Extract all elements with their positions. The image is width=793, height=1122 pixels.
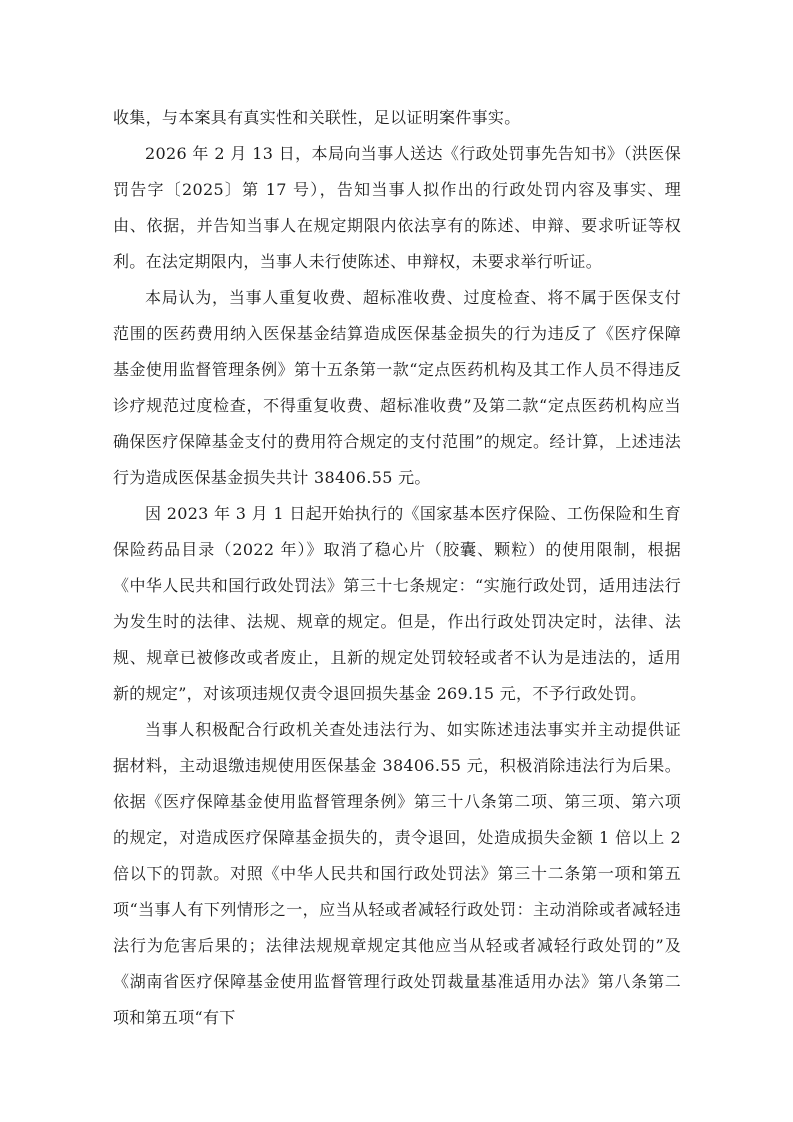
paragraph: 当事人积极配合行政机关查处违法行为、如实陈述违法事实并主动提供证据材料，主动退缴违规使用医保基金 38406.55 元，积极消除违法行为后果。依据《医疗保障基金使用监督管理条例》第三十八条第二项、第三项、第六项的规定，对造成医疗保障基金损失的，责令退回，处造成损失金额 1 倍以上 2 倍以下的罚款。对照《中华人民共和国行政处罚法》第三十二条第一项和第五项“当事人有下列情形之一，应当从轻或者减轻行政处罚：主动消除或者减轻违法行为危害后果的；法律法规规章规定其他应当从轻或者减轻行政处罚的”及《湖南省医疗保障基金使用监督管理行政处罚裁量基准适用办法》第八条第二项和第五项“有下 xyxy=(113,720,681,1027)
document-body xyxy=(113,100,681,1036)
paragraph: 因 2023 年 3 月 1 日起开始执行的《国家基本医疗保险、工伤保险和生育保险药品目录（2022 年）》取消了稳心片（胶囊、颗粒）的使用限制，根据《中华人民共和国行政处罚法》第三十七条规定：“实施行政处罚，适用违法行为发生时的法律、法规、规章的规定。但是，作出行政处罚决定时，法律、法规、规章已被修改或者废止，且新的规定处罚较轻或者不认为是违法的，适用新的规定”，对该项违规仅责令退回损失基金 269.15 元，不予行政处罚。 xyxy=(113,504,681,703)
paragraph: 本局认为，当事人重复收费、超标准收费、过度检查、将不属于医保支付范围的医药费用纳入医保基金结算造成医保基金损失的行为违反了《医疗保障基金使用监督管理条例》第十五条第一款“定点医药机构及其工作人员不得违反诊疗规范过度检查，不得重复收费、超标准收费”及第二款“定点医药机构应当确保医疗保障基金支付的费用符合规定的支付范围”的规定。经计算，上述违法行为造成医保基金损失共计 38406.55 元。 xyxy=(113,288,681,487)
paragraph: 收集，与本案具有真实性和关联性，足以证明案件事实。 xyxy=(113,108,521,127)
paragraph: 2026 年 2 月 13 日，本局向当事人送达《行政处罚事先告知书》（洪医保罚告字〔2025〕第 17 号），告知当事人拟作出的行政处罚内容及事实、理由、依据，并告知当事人在规定期限内依法享有的陈述、申辩、要求听证等权利。在法定期限内，当事人未行使陈述、申辩权，未要求举行听证。 xyxy=(113,144,681,271)
